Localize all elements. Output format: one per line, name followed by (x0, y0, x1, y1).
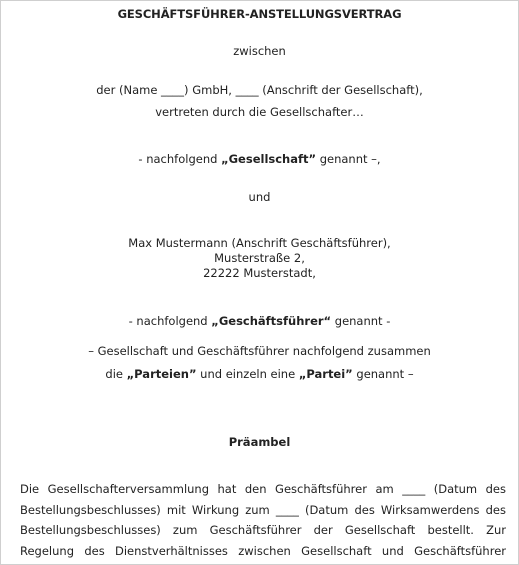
parties-mid: und einzeln eine (196, 367, 299, 381)
manager-street: Musterstraße 2, (214, 251, 305, 265)
manager-name-line: Max Mustermann (Anschrift Geschäftsführer), (128, 236, 391, 250)
parties-term: „Parteien” (126, 367, 197, 381)
company-role-term: „Gesellschaft” (221, 152, 317, 166)
manager-role-term: „Geschäftsführer“ (211, 314, 332, 328)
preamble-line: Bestellungsbeschlusses) zum Geschäftsführer der Gesellschaft bestellt. Zur (20, 523, 506, 537)
parties-suffix: genannt – (352, 367, 414, 381)
parties-line-2 (1, 367, 518, 381)
company-line-2: vertreten durch die Gesellschafter… (155, 105, 364, 119)
manager-role-line (1, 314, 518, 328)
preamble-heading: Präambel (228, 435, 291, 449)
preamble-line: Bestellungsbeschlusses) mit Wirkung zum ____ (Datum des Wirksamwerdens des (20, 502, 506, 517)
parties-prefix: die (105, 367, 127, 381)
between-text: zwischen (233, 44, 286, 58)
manager-city: 22222 Musterstadt, (203, 266, 316, 280)
preamble-line: Die Gesellschafterversammlung hat den Geschäftsführer am ____ (Datum des (20, 482, 506, 496)
document-title: GESCHÄFTSFÜHRER-ANSTELLUNGSVERTRAG (117, 7, 402, 21)
company-role-line (1, 152, 518, 166)
and-text: und (248, 190, 271, 204)
preamble-line: Regelung des Dienstverhältnisses zwischen Gesellschaft und Geschäftsführer (20, 543, 506, 558)
manager-role-suffix: genannt - (331, 314, 391, 328)
manager-role-prefix: - nachfolgend (128, 314, 212, 328)
company-role-prefix: - nachfolgend (138, 152, 222, 166)
party-term: „Partei” (298, 367, 353, 381)
preamble-paragraph (20, 479, 506, 561)
company-role-suffix: genannt –, (316, 152, 381, 166)
company-line-1: der (Name ____) GmbH, ____ (Anschrift der Gesellschaft), (96, 83, 423, 97)
parties-line-1: – Gesellschaft und Geschäftsführer nachfolgend zusammen (88, 344, 431, 358)
